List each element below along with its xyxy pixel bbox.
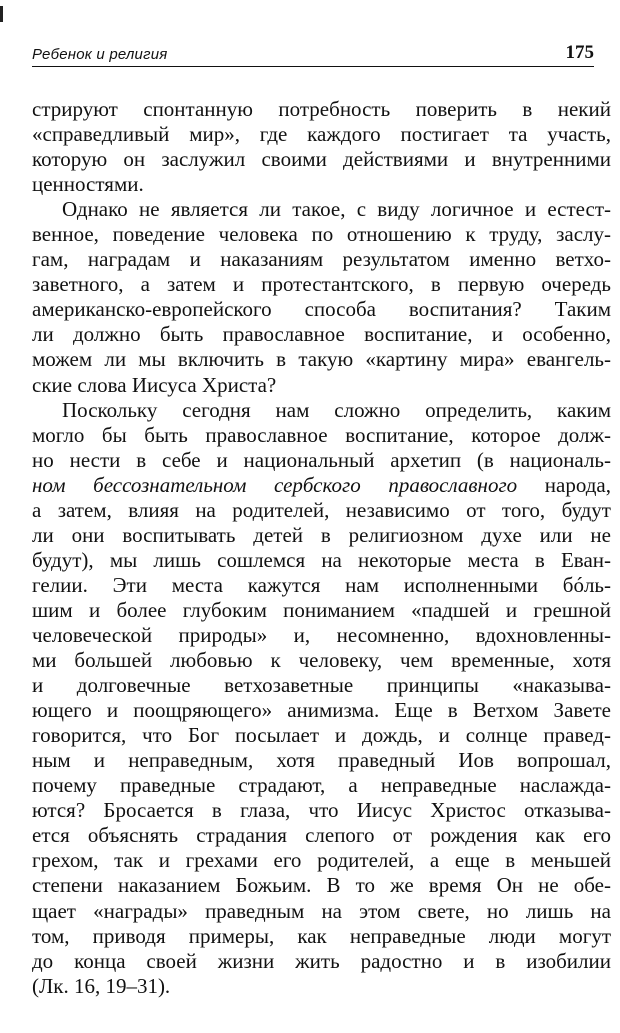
text-line <box>32 823 611 848</box>
text-line <box>32 147 611 172</box>
text-line <box>32 97 611 122</box>
text-line <box>32 573 611 598</box>
text-span: (Лк. 16, 19–31). <box>32 973 171 998</box>
text-span: американско-европейского способа воспитания? Таким <box>32 297 611 322</box>
text-span: которую он заслужил своими действиями и внутренними <box>32 147 611 172</box>
text-line <box>32 899 611 924</box>
text-line <box>32 347 611 372</box>
text-line <box>32 773 611 798</box>
text-line <box>32 523 611 548</box>
text-span: почему праведные страдают, а неправедные наслажда- <box>32 773 611 798</box>
text-line <box>32 723 611 748</box>
page-header <box>32 40 594 66</box>
text-span: степени наказанием Божьим. В то же время Он не обе- <box>32 873 611 898</box>
text-span: венное, поведение человека по отношению к труду, заслу- <box>32 222 611 247</box>
text-span: стрируют спонтанную потребность поверить в некий <box>32 97 611 121</box>
text-line <box>32 798 611 823</box>
text-line <box>32 122 611 147</box>
text-line <box>32 548 611 573</box>
text-span: ли они воспитывать детей в религиозном духе или не <box>32 522 611 547</box>
text-line <box>32 848 611 873</box>
text-span: гам, наградам и наказаниям результатом именно ветхо- <box>32 247 611 272</box>
text-span: и долговечные ветхозаветные принципы «наказыва- <box>32 673 611 698</box>
text-span: а затем, влияя на родителей, независимо от того, будут <box>32 497 611 522</box>
text-line <box>32 423 611 448</box>
text-line <box>32 748 611 773</box>
text-span: ется объяснять страдания слепого от рождения как его <box>32 823 611 848</box>
text-span: Однако не является ли такое, с виду логичное и естест- <box>62 197 611 222</box>
text-span: до конца своей жизни жить радостно и в изобилии <box>32 948 611 973</box>
text-span: народа, <box>517 472 611 497</box>
text-span: том, приводя примеры, как неправедные люди могут <box>32 923 611 948</box>
body-text <box>32 97 611 999</box>
text-line <box>32 673 611 698</box>
text-span: ские слова Иисуса Христа? <box>32 372 277 397</box>
text-line <box>32 924 611 949</box>
text-line <box>32 698 611 723</box>
text-span: ются? Бросается в глаза, что Иисус Христос отказыва- <box>32 798 611 823</box>
text-line <box>32 197 611 222</box>
text-line <box>32 648 611 673</box>
text-line <box>32 473 611 498</box>
text-span: ми большей любовью к человеку, чем временные, хотя <box>32 648 611 673</box>
text-line <box>32 598 611 623</box>
text-span: могло бы быть православное воспитание, которое долж- <box>32 422 611 447</box>
text-line <box>32 623 611 648</box>
text-line <box>32 448 611 473</box>
text-span: «справедливый мир», где каждого постигает та участь, <box>32 122 611 147</box>
text-span: можем ли мы включить в такую «картину мира» евангель- <box>32 347 611 372</box>
italic-text-span: ном бессознательном сербского православного <box>32 472 518 497</box>
text-line <box>32 222 611 247</box>
text-span: будут), мы лишь сошлемся на некоторые места в Еван- <box>32 547 611 572</box>
text-line <box>32 873 611 898</box>
text-span: ным и неправедным, хотя праведный Иов вопрошал, <box>32 748 611 773</box>
text-line <box>32 297 611 322</box>
text-span: грехом, так и грехами его родителей, а еще в меньшей <box>32 848 611 873</box>
scan-edge-mark <box>0 6 3 22</box>
header-rule <box>32 66 594 67</box>
text-line <box>32 974 611 999</box>
text-line <box>32 172 611 197</box>
text-span: заветного, а затем и протестантского, в первую очередь <box>32 272 611 297</box>
text-span: щает «награды» праведным на этом свете, но лишь на <box>32 898 611 923</box>
text-line <box>32 498 611 523</box>
text-span: но нести в себе и национальный архетип (в националь- <box>32 447 611 472</box>
text-span: ли должно быть православное воспитание, и особенно, <box>32 322 611 347</box>
text-span: гелии. Эти места кажутся нам исполненными бóль- <box>32 572 611 597</box>
text-span: человеческой природы» и, несомненно, вдохновленны- <box>32 622 611 647</box>
text-span: ющего и поощряющего» анимизма. Еще в Ветхом Завете <box>32 698 611 723</box>
text-span: ценностями. <box>32 172 144 197</box>
text-line <box>32 272 611 297</box>
text-line <box>32 373 611 398</box>
text-span: Поскольку сегодня нам сложно определить, каким <box>62 397 611 422</box>
text-line <box>32 247 611 272</box>
text-span: шим и более глубоким пониманием «падшей и грешной <box>32 597 611 622</box>
text-line <box>32 322 611 347</box>
text-span: говорится, что Бог посылает и дождь, и солнце правед- <box>32 723 611 748</box>
page-number: 175 <box>565 42 594 63</box>
running-title: Ребенок и религия <box>32 46 168 63</box>
text-line <box>32 398 611 423</box>
text-line <box>32 949 611 974</box>
